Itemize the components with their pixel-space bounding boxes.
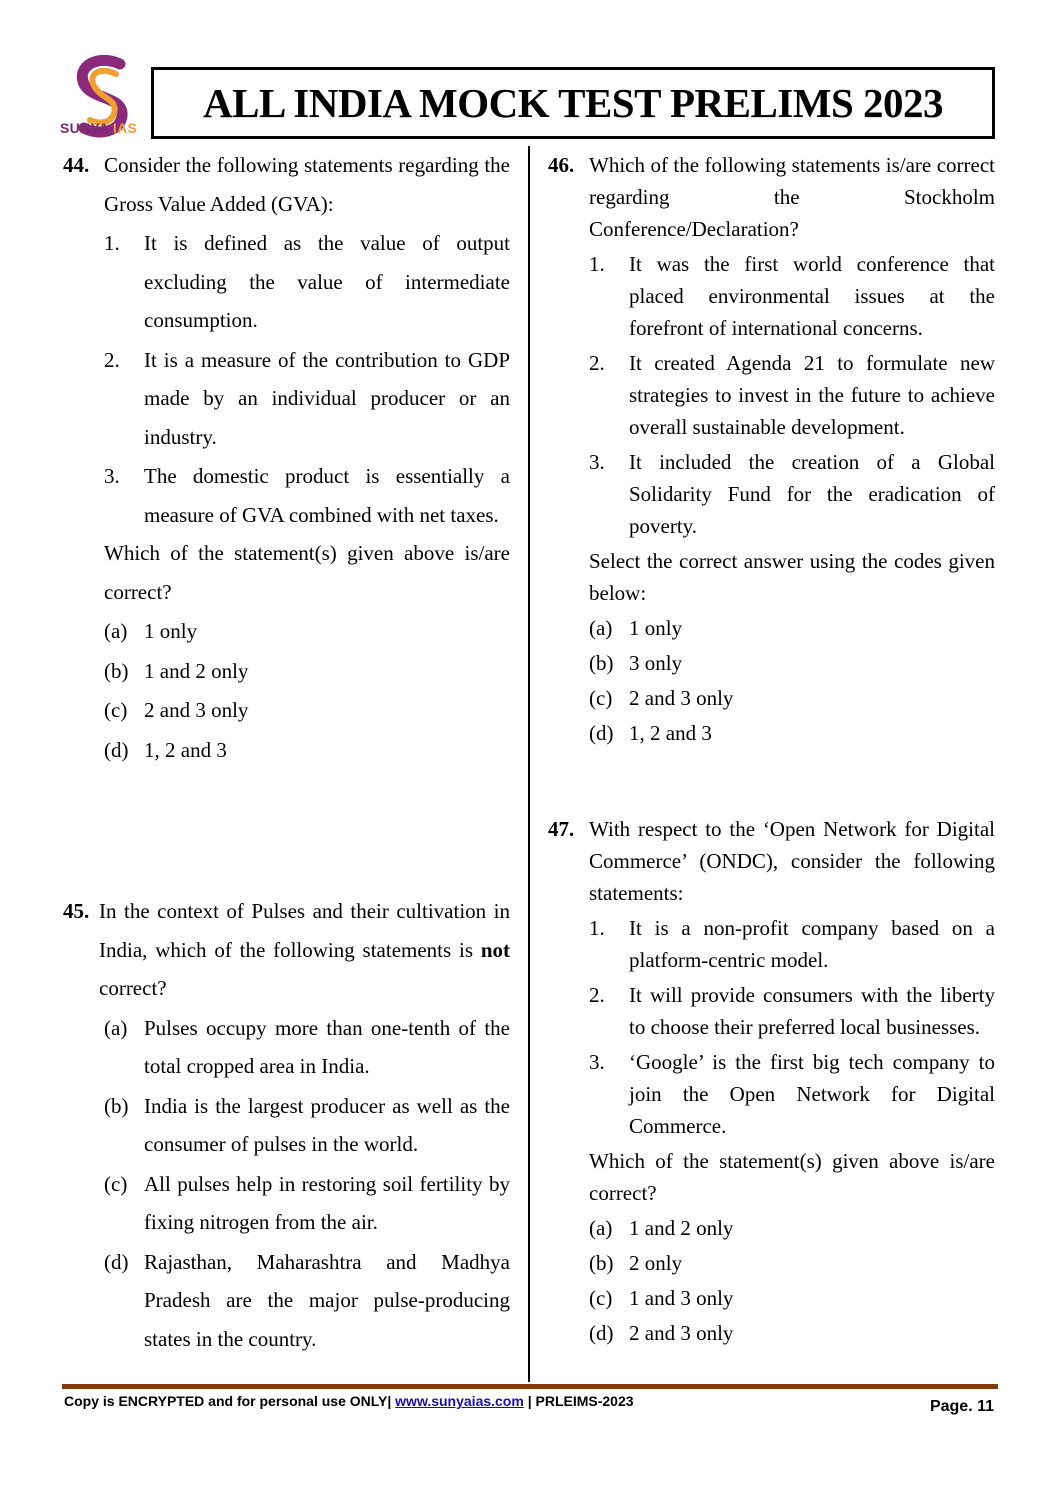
item-marker: 1. — [104, 231, 120, 255]
item-marker: 3. — [104, 464, 120, 488]
option-text: All pulses help in restoring soil fertility by fixing nitrogen from the air. — [144, 1171, 510, 1234]
stem-text: In the context of Pulses and their cultivation in India, which of the following statements is — [99, 899, 510, 962]
answer-option[interactable] — [589, 717, 995, 749]
question-stem: Consider the following statements regarding the Gross Value Added (GVA): — [104, 153, 510, 216]
item-marker: 2. — [589, 983, 605, 1007]
option-marker: (b) — [589, 651, 614, 675]
option-text: 1 only — [144, 619, 198, 643]
option-marker: (c) — [589, 1286, 613, 1310]
item-text: ‘Google’ is the first big tech company to join the Open Network for Digital Commerce. — [629, 1050, 995, 1138]
question-prompt: Which of the statement(s) given above is/are correct? — [589, 1149, 995, 1205]
option-marker: (b) — [104, 1093, 129, 1118]
option-marker: (a) — [589, 1216, 613, 1240]
answer-option[interactable] — [589, 1282, 995, 1314]
stem-emphasis: not — [480, 937, 510, 962]
answer-option[interactable] — [104, 1243, 510, 1359]
statement-item — [104, 457, 510, 534]
website-link[interactable]: www.sunyaias.com — [395, 1393, 524, 1409]
item-marker: 3. — [589, 450, 605, 474]
question-stem: With respect to the ‘Open Network for Digital Commerce’ (ONDC), consider the following statements: — [589, 817, 995, 905]
item-text: It is a non-profit company based on a platform-centric model. — [629, 916, 995, 972]
option-text: 2 and 3 only — [629, 1321, 734, 1345]
option-text: 2 only — [629, 1251, 683, 1275]
answer-option[interactable] — [104, 652, 510, 691]
question-45 — [63, 892, 510, 1358]
answer-option[interactable] — [104, 1165, 510, 1242]
statement-item — [589, 347, 995, 443]
option-text: 1, 2 and 3 — [144, 737, 227, 762]
option-text: 2 and 3 only — [629, 686, 734, 710]
option-text: 1, 2 and 3 — [629, 721, 712, 745]
answer-option[interactable] — [104, 1087, 510, 1164]
question-44 — [63, 146, 510, 769]
item-text: It created Agenda 21 to formulate new strategies to invest in the future to achieve overall sustainable development. — [629, 351, 995, 439]
item-text: The domestic product is essentially a measure of GVA combined with net taxes. — [144, 464, 510, 527]
option-text: Rajasthan, Maharashtra and Madhya Pradesh are the major pulse-producing states in the country. — [144, 1249, 510, 1351]
statement-item — [589, 248, 995, 344]
answer-option[interactable] — [104, 1009, 510, 1086]
answer-option[interactable] — [589, 682, 995, 714]
statement-item — [104, 224, 510, 340]
footer-notice: Copy is ENCRYPTED and for personal use ONLY| — [64, 1393, 396, 1409]
question-prompt: Which of the statement(s) given above is/are correct? — [104, 541, 510, 604]
logo-text-sunya: SUNYA — [60, 120, 109, 136]
option-marker: (a) — [104, 1015, 128, 1040]
item-text: It included the creation of a Global Solidarity Fund for the eradication of poverty. — [629, 450, 995, 538]
option-marker: (c) — [104, 1171, 128, 1196]
question-number: 44. — [63, 153, 90, 177]
option-text: Pulses occupy more than one-tenth of the total cropped area in India. — [144, 1015, 510, 1078]
footer-rule — [62, 1384, 998, 1389]
statement-item — [589, 912, 995, 976]
footer-exam-label: | PRLEIMS-2023 — [523, 1393, 634, 1409]
question-47 — [548, 813, 995, 1349]
statement-item — [589, 1046, 995, 1142]
item-marker: 2. — [589, 351, 605, 375]
answer-option[interactable] — [104, 612, 510, 651]
column-divider — [528, 146, 530, 1382]
answer-option[interactable] — [104, 691, 510, 730]
statement-item — [589, 979, 995, 1043]
page-title: ALL INDIA MOCK TEST PRELIMS 2023 — [202, 80, 944, 126]
page-number: Page. 11 — [929, 1398, 994, 1415]
logo-text-ias: IAS — [112, 120, 138, 136]
option-marker: (b) — [104, 658, 129, 683]
option-text: 2 and 3 only — [144, 698, 249, 722]
option-text: 1 and 3 only — [629, 1286, 734, 1310]
answer-option[interactable] — [589, 1212, 995, 1244]
option-marker: (d) — [589, 1321, 614, 1345]
option-text: 1 and 2 only — [144, 658, 249, 683]
option-marker: (c) — [104, 698, 128, 722]
option-text: 3 only — [629, 651, 683, 675]
answer-option[interactable] — [589, 1317, 995, 1349]
question-number: 45. — [63, 899, 90, 923]
title-box — [151, 67, 995, 139]
option-marker: (b) — [589, 1251, 614, 1275]
option-text: 1 and 2 only — [629, 1216, 734, 1240]
statement-item — [589, 446, 995, 542]
item-text: It is a measure of the contribution to GDP made by an individual producer or an industry. — [144, 347, 510, 449]
option-marker: (d) — [104, 737, 129, 762]
question-number: 46. — [548, 153, 575, 177]
item-text: It will provide consumers with the liberty to choose their preferred local businesses. — [629, 983, 995, 1039]
answer-option[interactable] — [589, 612, 995, 644]
answer-option[interactable] — [589, 1247, 995, 1279]
item-marker: 3. — [589, 1050, 605, 1074]
item-text: It is defined as the value of output excluding the value of intermediate consumption. — [144, 231, 510, 332]
answer-option[interactable] — [104, 731, 510, 770]
answer-option[interactable] — [589, 647, 995, 679]
option-text: 1 only — [629, 616, 683, 640]
question-prompt: Select the correct answer using the codes given below: — [589, 549, 995, 605]
item-marker: 1. — [589, 252, 605, 276]
question-stem — [99, 892, 510, 1008]
option-marker: (d) — [104, 1249, 129, 1274]
stem-text: correct? — [99, 976, 167, 1000]
question-46 — [548, 149, 995, 749]
option-text: India is the largest producer as well as the consumer of pulses in the world. — [144, 1093, 510, 1156]
item-text: It was the first world conference that placed environmental issues at the forefront of international concerns. — [629, 252, 995, 340]
logo-text — [60, 120, 137, 136]
statement-item — [104, 341, 510, 457]
option-marker: (d) — [589, 721, 614, 745]
option-marker: (a) — [104, 619, 128, 643]
question-number: 47. — [548, 817, 575, 841]
item-marker: 2. — [104, 347, 120, 372]
item-marker: 1. — [589, 916, 605, 940]
footer-text — [64, 1393, 634, 1409]
option-marker: (c) — [589, 686, 613, 710]
question-stem: Which of the following statements is/are correct regarding the Stockholm Conference/Declaration? — [589, 153, 995, 241]
option-marker: (a) — [589, 616, 613, 640]
